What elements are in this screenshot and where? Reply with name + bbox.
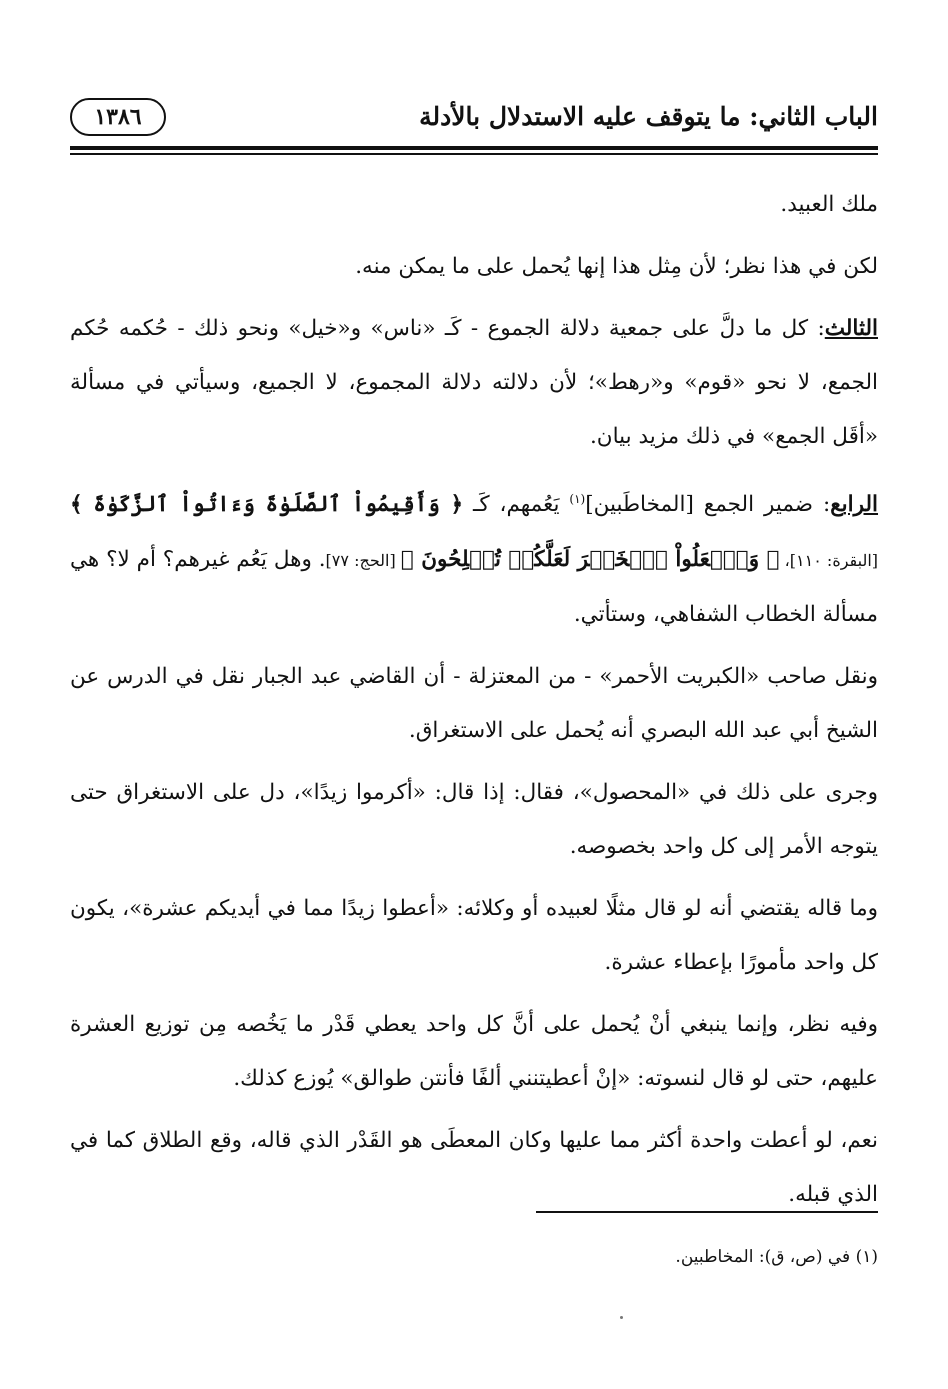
- paragraph-8: [70, 998, 878, 1106]
- paragraph-4-mid: يَعُمهم، كَـ: [463, 492, 570, 518]
- paragraph-6: [70, 766, 878, 874]
- quran-verse-1: ﴿ وَأَقِيمُواْ ٱلصَّلَوٰةَ وَءَاتُواْ ٱلزَّكَوٰةَ ﴾: [70, 492, 464, 518]
- page-number: ١٣٨٦: [70, 98, 166, 136]
- paragraph-2-text: لكن في هذا نظر؛ لأن مِثل هذا إنها يُحمل على ما يمكن منه.: [355, 254, 878, 279]
- paragraph-1: [70, 178, 878, 232]
- paragraph-5-text: ونقل صاحب «الكبريت الأحمر» - من المعتزلة - أن القاضي عبد الجبار نقل في الدرس عن الشيخ أبي عبد الله البصري أنه يُحمل على الاستغراق.: [70, 664, 878, 744]
- scan-speck: [620, 1316, 623, 1319]
- paragraph-7-text: وما قاله يقتضي أنه لو قال مثلًا لعبيده أو وكلائه: «أعطوا زيدًا مما في أيديكم عشرة»، يكون كل واحد مأمورًا بإعطاء عشرة.: [70, 896, 878, 976]
- paragraph-9-text: نعم، لو أعطت واحدة أكثر مما عليها وكان المعطَى هو القَدْر الذي قاله، وقع الطلاق كما في الذي قبله.: [70, 1128, 878, 1208]
- paragraph-1-text: ملك العبيد.: [780, 192, 878, 217]
- verse-reference-2: [الحج: ٧٧]: [325, 551, 401, 571]
- paragraph-7: [70, 882, 878, 990]
- paragraph-8-text: وفيه نظر، وإنما ينبغي أنْ يُحمل على أنَّ كل واحد يعطي قَدْر ما يَخُصه مِن توزيع العشرة عليهم، حتى لو قال لنسوته: «إنْ أعطيتنني ألفًا فأنتن طوالق» يُوزع كذلك.: [70, 1012, 878, 1092]
- paragraph-2: [70, 240, 878, 294]
- verse-reference-1: [البقرة: ١١٠]،: [779, 551, 879, 571]
- paragraph-4-lead: الرابع: [830, 492, 879, 518]
- header-rule-thin: [70, 153, 878, 155]
- paragraph-3-text: : كل ما دلَّ على جمعية دلالة الجموع - كَـ «ناس» و«خيل» ونحو ذلك - حُكمه حُكم الجمع، لا نحو «قوم» و«رهط»؛ لأن دلالته دلالة المجموع، لا الجميع، وسيأتي في مسألة «أقَل الجمع» في ذلك مزيد بيان.: [70, 316, 878, 449]
- footnote-mark: (١): [569, 492, 586, 506]
- paragraph-4-post: . وهل يَعُم غيرهم؟ أم لا؟ هي مسألة الخطاب الشفاهي، وستأتي.: [70, 547, 878, 628]
- main-text: [70, 178, 878, 1230]
- paragraph-4-pre: : ضمير الجمع [المخاطَبين]: [585, 492, 831, 518]
- chapter-title: الباب الثاني: ما يتوقف عليه الاستدلال بالأدلة: [419, 102, 878, 131]
- paragraph-6-text: وجرى على ذلك في «المحصول»، فقال: إذا قال: «أكرموا زيدًا»، دل على الاستغراق حتى يتوجه الأمر إلى كل واحد بخصوصه.: [70, 780, 878, 860]
- quran-verse-2: ﴿ وَٱفۡعَلُواْ ٱلۡخَيۡرَ لَعَلَّكُمۡ تُفۡلِحُونَ ﴾: [400, 547, 780, 573]
- running-header: [70, 96, 878, 146]
- header-rule-thick: [70, 146, 878, 150]
- paragraph-4: [70, 472, 878, 642]
- paragraph-3: [70, 302, 878, 464]
- paragraph-9: [70, 1114, 878, 1222]
- paragraph-5: [70, 650, 878, 758]
- footnote: (١) في (ص، ق): المخاطبين.: [675, 1247, 878, 1267]
- paragraph-3-lead: الثالث: [824, 316, 878, 341]
- footnote-separator: [536, 1211, 878, 1213]
